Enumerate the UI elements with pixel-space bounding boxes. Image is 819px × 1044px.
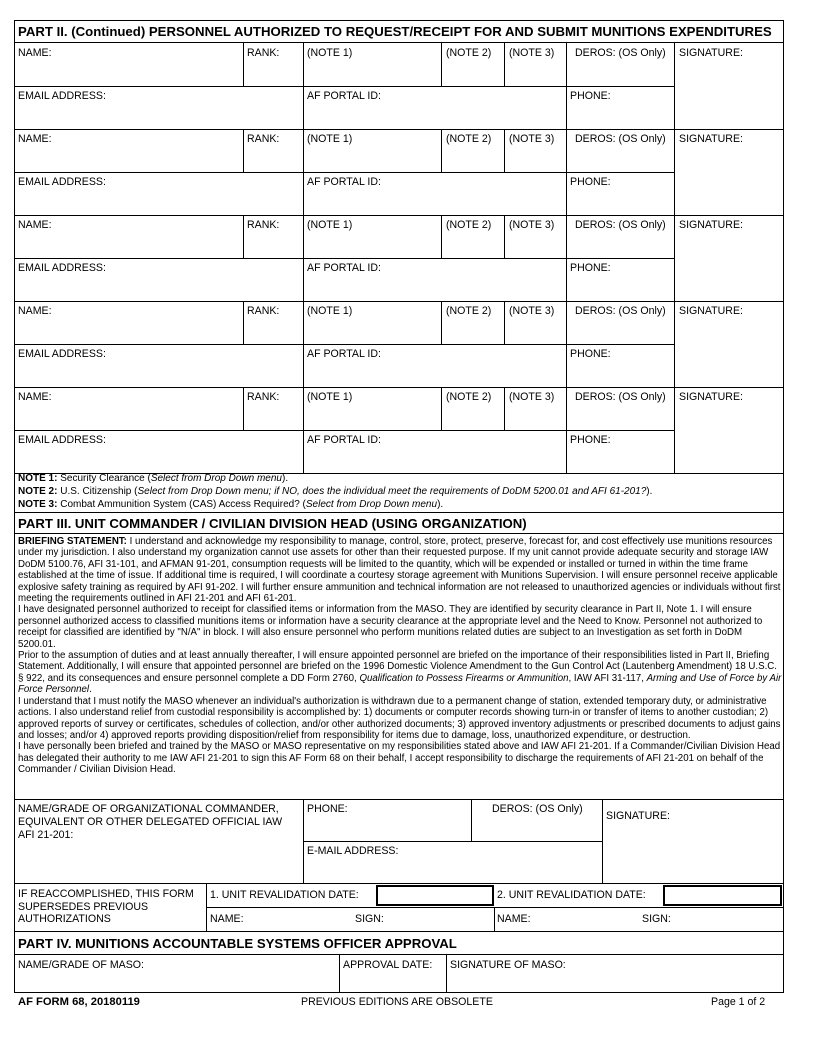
maso-signature-label: SIGNATURE OF MASO: [450, 959, 566, 971]
note-3: NOTE 3: Combat Ammunition System (CAS) Access Required? (Select from Drop Down menu). [18, 499, 444, 510]
note3-label: (NOTE 3) [509, 47, 555, 59]
deros-label: DEROS: (OS Only) [575, 391, 666, 403]
maso-name-label: NAME/GRADE OF MASO: [18, 959, 144, 971]
af-portal-label: AF PORTAL ID: [307, 176, 381, 188]
divider [504, 215, 505, 258]
form-id: AF FORM 68, 20180119 [18, 996, 140, 1008]
note1-label: (NOTE 1) [307, 219, 353, 231]
af-portal-label: AF PORTAL ID: [307, 262, 381, 274]
obsolete-notice: PREVIOUS EDITIONS ARE OBSOLETE [301, 996, 493, 1008]
divider [471, 799, 472, 841]
phone-label: PHONE: [570, 348, 611, 360]
briefing-statement: BRIEFING STATEMENT: I understand and acknowledge my responsibility to manage, control, store, protect, preserve, forecast for, and cost effectively use munitions resources under my jurisdiction. I also understand my organization cannot use assets for other than their requested purpose. If my unit cannot provide adequate security and storage IAW DoDM 5100.76, AFI 31-101, and AFMAN 91-201, consumption requests will be limited to the quantity, which will be expended or installed or turned in within the time frame established at the time of issue. If additional time is required, I will coordinate a courtesy storage agreement with Munitions Supervision. I will ensure personnel receive applicable explosive safety training as required by AFI 91-202. I will further ensure ammunition and technical information are not released to unauthorized agencies or individuals without first meeting the requirements outlined in AFI 21-201 and AFI 61-201. I have designated personnel authorized to receipt for classified items or information from the MASO. They are identified by security clearance in Part II, Note 1. I will ensure personnel authorized access to classified munitions items or information have a security clearance at the appropriate level and the Need to Know. Personnel not authorized to receipt for classified are identified by "N/A" in block. I will also ensure personnel who perform munitions related duties are subject to an Investigation as set forth in DoDM 5200.01. Prior to the assumption of duties and at least annually thereafter, I will ensure appointed personnel are briefed on the importance of their responsibilities listed in Part II, Briefing Statement. Additionally, I will ensure that appointed personnel are briefed on the 1996 Domestic Violence Amendment to the Gun Control Act (Lautenberg Amendment) 18 U.S.C. § 922, and its consequences and ensure personnel complete a DD Form 2760, Qualification to Possess Firearms or Ammunition, IAW AFI 31-117, Arming and Use of Force by Air Force Personnel. I understand that I must notify the MASO whenever an individual's authorization is withdrawn due to a permanent change of station, extended temporary duty, or administrative actions. I also understand relief from custodial responsibility is accomplished by: 1) documents or computer records showing turn-in or transfer of items to another custodian; 2) approved reports of survey or certificates, schedules of collection, and/or other authorized documents; 3) approved inventory adjustments or prescribed documents to adjust gains and losses; and/or 4) approved reports providing disposition/relief from responsibility for items due to damage, loss, unauthorized expenditure, or destruction. I have personally been briefed and trained by the MASO or MASO representative on my responsibilities stated above and IAW AFI 21-201. If a Commander/Civilian Division Head has delegated their authority to me IAW AFI 21-201 to sign this AF Form 68 on their behalf, I accept responsibility to discharge the requirements of AFI 21-201 on behalf of the Commander / Civilian Division Head. [18, 536, 782, 776]
email-label: EMAIL ADDRESS: [18, 176, 106, 188]
divider [602, 799, 603, 883]
revalidation-2-name-label: NAME: [497, 913, 531, 925]
commander-deros-label: DEROS: (OS Only) [492, 803, 583, 815]
note1-label: (NOTE 1) [307, 133, 353, 145]
divider [14, 512, 784, 513]
divider [674, 43, 675, 129]
divider [441, 387, 442, 430]
name-label: NAME: [18, 305, 52, 317]
divider [243, 43, 244, 86]
commander-name-label: NAME/GRADE OF ORGANIZATIONAL COMMANDER, EQUIVALENT OR OTHER DELEGATED OFFICIAL IAW AFI 21-201: [18, 803, 283, 841]
note1-label: (NOTE 1) [307, 47, 353, 59]
commander-signature-label: SIGNATURE: [606, 810, 670, 822]
revalidation-1-date-field[interactable] [376, 885, 494, 906]
divider [504, 301, 505, 344]
revalidation-2-date-field[interactable] [663, 885, 782, 906]
deros-label: DEROS: (OS Only) [575, 305, 666, 317]
note3-label: (NOTE 3) [509, 391, 555, 403]
divider [14, 954, 784, 955]
deros-label: DEROS: (OS Only) [575, 219, 666, 231]
divider [243, 129, 244, 172]
phone-label: PHONE: [570, 90, 611, 102]
af-portal-label: AF PORTAL ID: [307, 348, 381, 360]
divider [674, 215, 675, 301]
divider [14, 883, 784, 884]
revalidation-1-label: 1. UNIT REVALIDATION DATE: [210, 889, 359, 901]
note2-label: (NOTE 2) [446, 133, 492, 145]
divider [14, 215, 784, 216]
divider [14, 42, 784, 43]
divider [504, 387, 505, 430]
rank-label: RANK: [247, 391, 280, 403]
phone-label: PHONE: [570, 176, 611, 188]
divider [504, 43, 505, 86]
signature-label: SIGNATURE: [679, 305, 743, 317]
divider [14, 301, 784, 302]
divider [441, 43, 442, 86]
divider [441, 129, 442, 172]
divider [14, 533, 784, 534]
divider [243, 387, 244, 430]
reaccomplish-note: IF REACCOMPLISHED, THIS FORM SUPERSEDES PREVIOUS AUTHORIZATIONS [18, 888, 194, 925]
revalidation-2-label: 2. UNIT REVALIDATION DATE: [497, 889, 646, 901]
divider [303, 841, 602, 842]
divider [14, 86, 674, 87]
page-number: Page 1 of 2 [711, 996, 766, 1008]
email-label: EMAIL ADDRESS: [18, 90, 106, 102]
divider [504, 129, 505, 172]
signature-label: SIGNATURE: [679, 391, 743, 403]
signature-label: SIGNATURE: [679, 219, 743, 231]
revalidation-2-sign-label: SIGN: [642, 913, 671, 925]
rank-label: RANK: [247, 305, 280, 317]
divider [206, 907, 784, 908]
name-label: NAME: [18, 133, 52, 145]
divider [14, 129, 784, 130]
divider [339, 954, 340, 993]
name-label: NAME: [18, 219, 52, 231]
af-portal-label: AF PORTAL ID: [307, 90, 381, 102]
note2-label: (NOTE 2) [446, 391, 492, 403]
divider [674, 301, 675, 387]
note-2: NOTE 2: U.S. Citizenship (Select from Drop Down menu; if NO, does the individual meet the requirements of DoDM 5200.01 and AFI 61-201?). [18, 486, 653, 497]
note1-label: (NOTE 1) [307, 391, 353, 403]
note-1: NOTE 1: Security Clearance (Select from Drop Down menu). [18, 473, 289, 484]
divider [494, 907, 495, 931]
signature-label: SIGNATURE: [679, 133, 743, 145]
divider [14, 258, 674, 259]
part2-title: PART II. (Continued) PERSONNEL AUTHORIZED TO REQUEST/RECEIPT FOR AND SUBMIT MUNITIONS EXPENDITURES [18, 24, 772, 39]
divider [243, 301, 244, 344]
commander-email-label: E-MAIL ADDRESS: [307, 845, 399, 857]
phone-label: PHONE: [570, 434, 611, 446]
divider [446, 954, 447, 993]
divider [243, 215, 244, 258]
rank-label: RANK: [247, 47, 280, 59]
email-label: EMAIL ADDRESS: [18, 262, 106, 274]
note2-label: (NOTE 2) [446, 305, 492, 317]
approval-date-label: APPROVAL DATE: [343, 959, 433, 971]
email-label: EMAIL ADDRESS: [18, 434, 106, 446]
divider [674, 387, 675, 473]
signature-label: SIGNATURE: [679, 47, 743, 59]
rank-label: RANK: [247, 219, 280, 231]
deros-label: DEROS: (OS Only) [575, 47, 666, 59]
email-label: EMAIL ADDRESS: [18, 348, 106, 360]
deros-label: DEROS: (OS Only) [575, 133, 666, 145]
note2-label: (NOTE 2) [446, 47, 492, 59]
divider [14, 799, 784, 800]
divider [14, 344, 674, 345]
commander-phone-label: PHONE: [307, 803, 348, 815]
revalidation-1-sign-label: SIGN: [355, 913, 384, 925]
rank-label: RANK: [247, 133, 280, 145]
af-portal-label: AF PORTAL ID: [307, 434, 381, 446]
note1-label: (NOTE 1) [307, 305, 353, 317]
note2-label: (NOTE 2) [446, 219, 492, 231]
divider [674, 129, 675, 215]
divider [441, 215, 442, 258]
note3-label: (NOTE 3) [509, 305, 555, 317]
part3-title: PART III. UNIT COMMANDER / CIVILIAN DIVISION HEAD (USING ORGANIZATION) [18, 516, 527, 531]
part4-title: PART IV. MUNITIONS ACCOUNTABLE SYSTEMS OFFICER APPROVAL [18, 936, 457, 951]
revalidation-1-name-label: NAME: [210, 913, 244, 925]
note3-label: (NOTE 3) [509, 219, 555, 231]
name-label: NAME: [18, 47, 52, 59]
divider [441, 301, 442, 344]
name-label: NAME: [18, 391, 52, 403]
phone-label: PHONE: [570, 262, 611, 274]
divider [14, 172, 674, 173]
divider [14, 931, 784, 932]
divider [14, 387, 784, 388]
note3-label: (NOTE 3) [509, 133, 555, 145]
divider [14, 430, 674, 431]
